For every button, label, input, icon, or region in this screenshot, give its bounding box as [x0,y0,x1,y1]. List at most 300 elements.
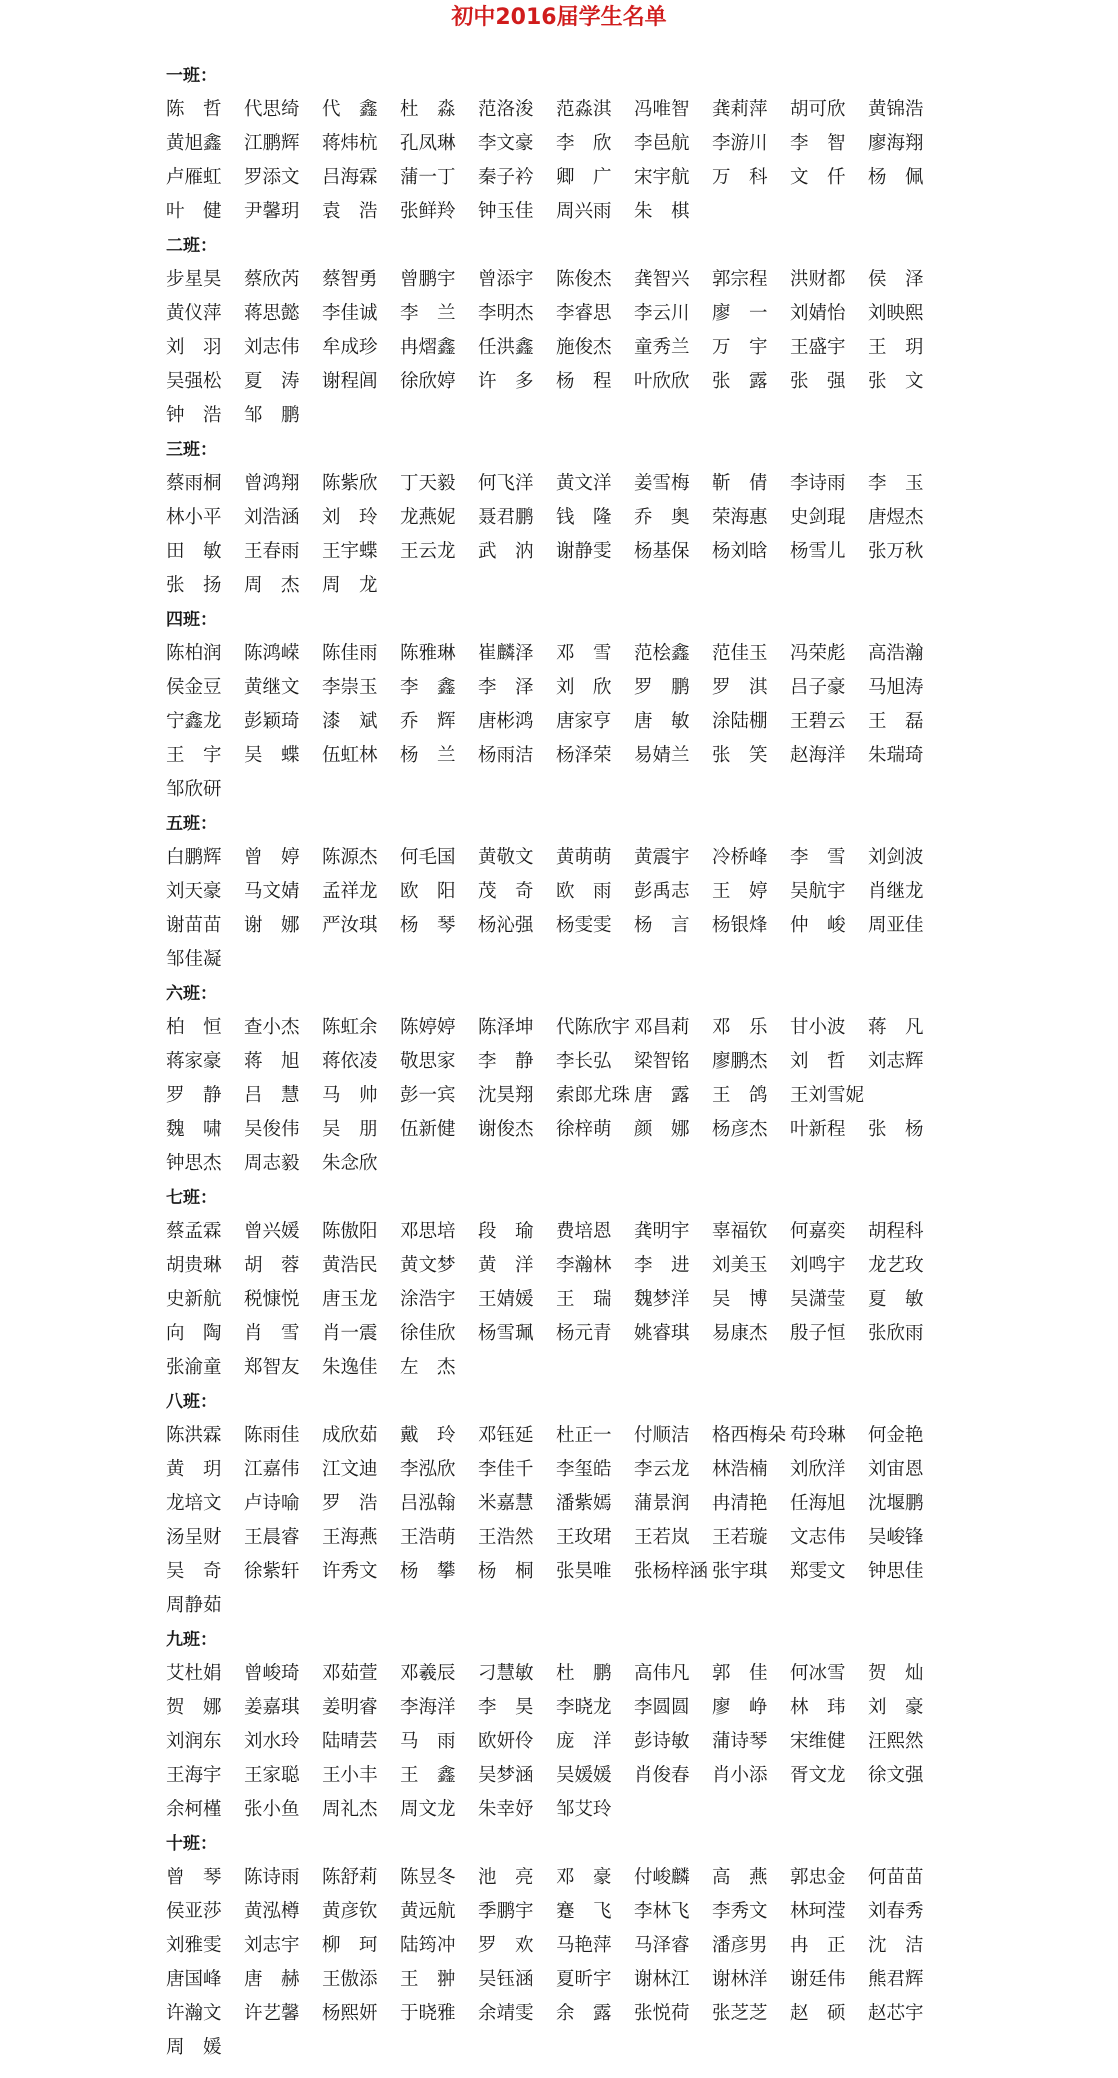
student-name: 郑智友 [244,1357,300,1378]
student-name: 刘志辉 [868,1051,924,1072]
student-name: 刘映熙 [868,303,924,324]
student-name: 林珂滢 [790,1901,846,1922]
student-name: 黄浩民 [322,1255,378,1276]
student-name: 何毛国 [400,847,456,868]
student-name: 夏昕宇 [556,1969,612,1990]
student-name: 段 瑜 [478,1221,534,1242]
student-name: 苟玲琳 [790,1425,846,1446]
student-name: 李圆圆 [634,1697,690,1718]
student-name: 涂陆棚 [712,711,768,732]
student-name: 李睿思 [556,303,612,324]
student-name: 魏 啸 [166,1119,222,1140]
student-name: 白鹏辉 [166,847,222,868]
student-name: 索郎尤珠 [556,1085,631,1106]
student-name: 徐佳欣 [400,1323,456,1344]
student-name: 刘天豪 [166,881,222,902]
student-name: 杜 鹏 [556,1663,612,1684]
student-name: 曾鸿翔 [244,473,300,494]
student-name: 洪财都 [790,269,846,290]
student-name: 谢 娜 [244,915,300,936]
student-name: 李长弘 [556,1051,612,1072]
student-name: 李游川 [712,133,768,154]
student-name: 冯唯智 [634,99,690,120]
student-name: 牟成珍 [322,337,378,358]
student-name: 易康杰 [712,1323,768,1344]
student-name: 黄 洋 [478,1255,534,1276]
student-name-grid [166,1657,966,1827]
student-name: 邓思培 [400,1221,456,1242]
class-heading: 三班： [166,440,217,460]
student-name: 赵 硕 [790,2003,846,2024]
student-name: 邹佳凝 [166,949,222,970]
student-name: 张 文 [868,371,924,392]
class-heading: 六班： [166,984,217,1004]
student-name: 彭一宾 [400,1085,456,1106]
student-name: 蒋家豪 [166,1051,222,1072]
student-name: 肖继龙 [868,881,924,902]
student-name: 杨彦杰 [712,1119,768,1140]
student-name: 林小平 [166,507,222,528]
student-name: 廖 峥 [712,1697,768,1718]
student-name: 叶 健 [166,201,222,222]
student-name: 陈傲阳 [322,1221,378,1242]
student-name: 杨 兰 [400,745,456,766]
student-name: 张 露 [712,371,768,392]
class-heading: 四班： [166,610,217,630]
student-name: 陈柏润 [166,643,222,664]
student-name: 王 鸽 [712,1085,768,1106]
student-name: 余靖雯 [478,2003,534,2024]
student-name: 王宇蝶 [322,541,378,562]
student-name: 杜正一 [556,1425,612,1446]
student-name: 王小丰 [322,1765,378,1786]
student-name: 杨雪儿 [790,541,846,562]
student-name: 陈紫欣 [322,473,378,494]
student-name: 何冰雪 [790,1663,846,1684]
student-name: 黄继文 [244,677,300,698]
student-name: 唐国峰 [166,1969,222,1990]
student-name: 姜嘉琪 [244,1697,300,1718]
student-name: 沈 洁 [868,1935,924,1956]
student-name: 贺 娜 [166,1697,222,1718]
student-name: 杨 攀 [400,1561,456,1582]
student-name: 袁 浩 [322,201,378,222]
student-name: 曾 婷 [244,847,300,868]
student-name: 王 玥 [868,337,924,358]
student-name: 刘水玲 [244,1731,300,1752]
student-name: 周志毅 [244,1153,300,1174]
student-name: 池 亮 [478,1867,534,1888]
student-name: 龚莉萍 [712,99,768,120]
student-name: 唐玉龙 [322,1289,378,1310]
student-name: 向 陶 [166,1323,222,1344]
student-name: 黄泓樽 [244,1901,300,1922]
student-name: 步星昊 [166,269,222,290]
student-name: 蒋炜杭 [322,133,378,154]
student-name: 范桧鑫 [634,643,690,664]
student-name: 王若璇 [712,1527,768,1548]
student-name: 唐彬鸿 [478,711,534,732]
student-name: 曾添宇 [478,269,534,290]
student-name: 罗 静 [166,1085,222,1106]
student-name: 蒋 旭 [244,1051,300,1072]
student-name: 李云龙 [634,1459,690,1480]
student-name: 刘志宇 [244,1935,300,1956]
student-name: 郑雯文 [790,1561,846,1582]
student-name: 杨 程 [556,371,612,392]
student-name: 李 鑫 [400,677,456,698]
student-name: 王若岚 [634,1527,690,1548]
student-name: 郭宗程 [712,269,768,290]
student-name: 严汝琪 [322,915,378,936]
student-name-grid [166,467,966,603]
student-name: 侯亚莎 [166,1901,222,1922]
student-name: 徐欣婷 [400,371,456,392]
student-name: 胡程科 [868,1221,924,1242]
student-name: 柳 珂 [322,1935,378,1956]
student-name: 蔡雨桐 [166,473,222,494]
student-name: 龙培文 [166,1493,222,1514]
student-name: 卢诗喻 [244,1493,300,1514]
student-name: 江文迪 [322,1459,378,1480]
student-name: 殷子恒 [790,1323,846,1344]
student-name: 李 兰 [400,303,456,324]
student-name: 刘 玲 [322,507,378,528]
student-name: 刘剑波 [868,847,924,868]
student-name: 李 智 [790,133,846,154]
student-name: 漆 斌 [322,711,378,732]
student-name: 李 昊 [478,1697,534,1718]
student-name: 辜福钦 [712,1221,768,1242]
page-title: 初中2016届学生名单 [451,5,667,30]
student-name: 刘春秀 [868,1901,924,1922]
student-name: 龚智兴 [634,269,690,290]
student-name: 徐梓萌 [556,1119,612,1140]
student-name: 谢林洋 [712,1969,768,1990]
student-name: 庞 洋 [556,1731,612,1752]
student-name: 周 龙 [322,575,378,596]
student-name: 马泽睿 [634,1935,690,1956]
student-name: 林浩楠 [712,1459,768,1480]
student-name: 黄 玥 [166,1459,222,1480]
student-name: 于晓雅 [400,2003,456,2024]
student-name: 杨刘晗 [712,541,768,562]
class-heading: 二班： [166,236,217,256]
student-name: 查小杰 [244,1017,300,1038]
student-name: 仲 峻 [790,915,846,936]
student-name: 付顺洁 [634,1425,690,1446]
class-heading: 五班： [166,814,217,834]
student-name: 周 媛 [166,2037,222,2058]
student-name: 欧妍伶 [478,1731,534,1752]
student-name: 曾峻琦 [244,1663,300,1684]
student-name: 宋宇航 [634,167,690,188]
student-name-grid [166,1861,966,2065]
student-name: 周 杰 [244,575,300,596]
student-name: 彭诗敏 [634,1731,690,1752]
student-name: 王婧媛 [478,1289,534,1310]
student-name: 涂浩宇 [400,1289,456,1310]
student-name: 陈雅琳 [400,643,456,664]
student-name: 刘美玉 [712,1255,768,1276]
student-name: 胥文龙 [790,1765,846,1786]
student-name: 易婧兰 [634,745,690,766]
student-name: 李林飞 [634,1901,690,1922]
student-name: 侯金豆 [166,677,222,698]
student-name: 胡可欣 [790,99,846,120]
student-name: 卿 广 [556,167,612,188]
student-name-grid [166,637,966,807]
student-name: 曾鹏宇 [400,269,456,290]
student-name: 李 进 [634,1255,690,1276]
class-heading: 九班： [166,1630,217,1650]
student-name: 姜明睿 [322,1697,378,1718]
student-name: 冉清艳 [712,1493,768,1514]
student-name: 邹欣研 [166,779,222,800]
student-name: 王云龙 [400,541,456,562]
student-name: 廖鹏杰 [712,1051,768,1072]
student-name: 杨 言 [634,915,690,936]
student-name: 王海燕 [322,1527,378,1548]
student-name: 高伟凡 [634,1663,690,1684]
student-name: 文志伟 [790,1527,846,1548]
student-name: 熊君辉 [868,1969,924,1990]
class-heading: 一班： [166,66,217,86]
student-name: 陈泽坤 [478,1017,534,1038]
student-name: 贺 灿 [868,1663,924,1684]
student-name: 张小鱼 [244,1799,300,1820]
student-name: 聂君鹏 [478,507,534,528]
student-name: 沈堰鹏 [868,1493,924,1514]
student-name: 周文龙 [400,1799,456,1820]
student-name: 黄萌萌 [556,847,612,868]
student-name: 杨元青 [556,1323,612,1344]
student-name: 荣海惠 [712,507,768,528]
student-name: 高浩瀚 [868,643,924,664]
student-name: 彭禹志 [634,881,690,902]
student-name: 李海洋 [400,1697,456,1718]
student-name: 蒋依凌 [322,1051,378,1072]
student-name: 张昊唯 [556,1561,612,1582]
student-name: 吕子豪 [790,677,846,698]
student-name-grid [166,841,966,977]
student-name: 伍新健 [400,1119,456,1140]
student-name: 陈昱冬 [400,1867,456,1888]
student-name: 许 多 [478,371,534,392]
student-name: 钟 浩 [166,405,222,426]
student-name: 李文豪 [478,133,534,154]
student-name: 吴钰涵 [478,1969,534,1990]
student-name: 邓 豪 [556,1867,612,1888]
student-name: 李 静 [478,1051,534,1072]
class-section [166,59,966,229]
student-name: 刘婧怡 [790,303,846,324]
class-section [166,1623,966,1827]
student-name: 张渝童 [166,1357,222,1378]
student-name: 汪熙然 [868,1731,924,1752]
student-name: 邓钰延 [478,1425,534,1446]
student-name: 陈洪霖 [166,1425,222,1446]
student-name: 李明杰 [478,303,534,324]
student-name: 张欣雨 [868,1323,924,1344]
student-name: 夏 涛 [244,371,300,392]
student-name: 张 杨 [868,1119,924,1140]
class-heading: 十班： [166,1834,217,1854]
student-name: 乔 辉 [400,711,456,732]
student-name: 陈诗雨 [244,1867,300,1888]
student-name: 宋维健 [790,1731,846,1752]
student-name: 乔 奥 [634,507,690,528]
student-name: 吴媛媛 [556,1765,612,1786]
student-name: 刘志伟 [244,337,300,358]
student-name: 付峻麟 [634,1867,690,1888]
student-name: 杨银烽 [712,915,768,936]
student-name: 成欣茹 [322,1425,378,1446]
student-name: 蒲诗琴 [712,1731,768,1752]
student-name: 吴航宇 [790,881,846,902]
student-name: 肖小添 [712,1765,768,1786]
student-name-grid [166,93,966,229]
student-name: 孔凤琳 [400,133,456,154]
student-name: 唐 赫 [244,1969,300,1990]
student-name: 杨 桐 [478,1561,534,1582]
student-name: 左 杰 [400,1357,456,1378]
student-name: 黄震宇 [634,847,690,868]
student-name: 张芝芝 [712,2003,768,2024]
student-name: 黄彦钦 [322,1901,378,1922]
student-name: 戴 玲 [400,1425,456,1446]
student-name: 高 燕 [712,1867,768,1888]
student-name: 黄旭鑫 [166,133,222,154]
student-name: 何金艳 [868,1425,924,1446]
student-name: 吴 博 [712,1289,768,1310]
student-name: 王浩然 [478,1527,534,1548]
student-name: 杨熙妍 [322,2003,378,2024]
student-name: 余 露 [556,2003,612,2024]
student-name: 许瀚文 [166,2003,222,2024]
student-name: 颜 娜 [634,1119,690,1140]
student-name: 王玫珺 [556,1527,612,1548]
student-name: 夏 敏 [868,1289,924,1310]
student-name: 敬思家 [400,1051,456,1072]
student-name: 邓 雪 [556,643,612,664]
student-name: 肖一震 [322,1323,378,1344]
student-name: 陈源杰 [322,847,378,868]
student-name: 蔡孟霖 [166,1221,222,1242]
student-name: 龚明宇 [634,1221,690,1242]
student-name: 唐 敏 [634,711,690,732]
student-name: 叶欣欣 [634,371,690,392]
student-name: 黄远航 [400,1901,456,1922]
student-name: 李云川 [634,303,690,324]
student-roster [166,59,966,2065]
student-name: 邓昌莉 [634,1017,690,1038]
student-name: 陈俊杰 [556,269,612,290]
student-name: 周兴雨 [556,201,612,222]
student-name: 胡贵琳 [166,1255,222,1276]
student-name: 江嘉伟 [244,1459,300,1480]
student-name: 余柯槿 [166,1799,222,1820]
student-name: 范佳玉 [712,643,768,664]
student-name: 柏 恒 [166,1017,222,1038]
student-name-grid [166,263,966,433]
student-name: 谢廷伟 [790,1969,846,1990]
student-name: 钟玉佳 [478,201,534,222]
student-name: 丁天毅 [400,473,456,494]
student-name: 马文婧 [244,881,300,902]
student-name: 秦子衿 [478,167,534,188]
class-section [166,433,966,603]
class-heading: 七班： [166,1188,217,1208]
student-name: 谢俊杰 [478,1119,534,1140]
student-name: 许艺馨 [244,2003,300,2024]
student-name: 陈虹余 [322,1017,378,1038]
student-name: 李晓龙 [556,1697,612,1718]
student-name: 许秀文 [322,1561,378,1582]
student-name: 李 欣 [556,133,612,154]
student-name: 陈鸿嵘 [244,643,300,664]
student-name: 欧 阳 [400,881,456,902]
student-name: 李玺皓 [556,1459,612,1480]
student-name: 李秀文 [712,1901,768,1922]
student-name: 靳 倩 [712,473,768,494]
student-name: 王家聪 [244,1765,300,1786]
student-name: 邓羲辰 [400,1663,456,1684]
student-name: 曾兴媛 [244,1221,300,1242]
student-name: 侯 泽 [868,269,924,290]
student-name: 郭忠金 [790,1867,846,1888]
student-name: 蒋思懿 [244,303,300,324]
class-section [166,229,966,433]
student-name: 张杨梓涵 [634,1561,709,1582]
student-name: 何苗苗 [868,1867,924,1888]
class-section [166,1385,966,1623]
student-name: 蒋 凡 [868,1017,924,1038]
student-name: 马 雨 [400,1731,456,1752]
student-name: 欧 雨 [556,881,612,902]
student-name: 姚睿琪 [634,1323,690,1344]
student-name: 代陈欣宇 [556,1017,631,1038]
student-name: 茂 奇 [478,881,534,902]
student-name: 谢林江 [634,1969,690,1990]
student-name: 马艳萍 [556,1935,612,1956]
student-name: 刘 欣 [556,677,612,698]
student-name: 代 鑫 [322,99,378,120]
student-name: 肖俊春 [634,1765,690,1786]
student-name: 廖海翔 [868,133,924,154]
student-name: 周亚佳 [868,915,924,936]
student-name: 吴 奇 [166,1561,222,1582]
student-name: 杜 淼 [400,99,456,120]
student-name: 唐 露 [634,1085,690,1106]
student-name: 杨 琴 [400,915,456,936]
student-name: 冷桥峰 [712,847,768,868]
student-name: 何飞洋 [478,473,534,494]
student-name: 吴潇莹 [790,1289,846,1310]
student-name: 王傲添 [322,1969,378,1990]
student-name: 杨泽荣 [556,745,612,766]
student-name: 谢程阊 [322,371,378,392]
student-name: 陈雨佳 [244,1425,300,1446]
student-name: 赵芯宇 [868,2003,924,2024]
student-name: 刘雅雯 [166,1935,222,1956]
student-name: 沈昊翔 [478,1085,534,1106]
student-name: 陈舒莉 [322,1867,378,1888]
student-name: 陈佳雨 [322,643,378,664]
student-name: 崔麟泽 [478,643,534,664]
student-name: 朱幸妤 [478,1799,534,1820]
student-name: 黄敬文 [478,847,534,868]
